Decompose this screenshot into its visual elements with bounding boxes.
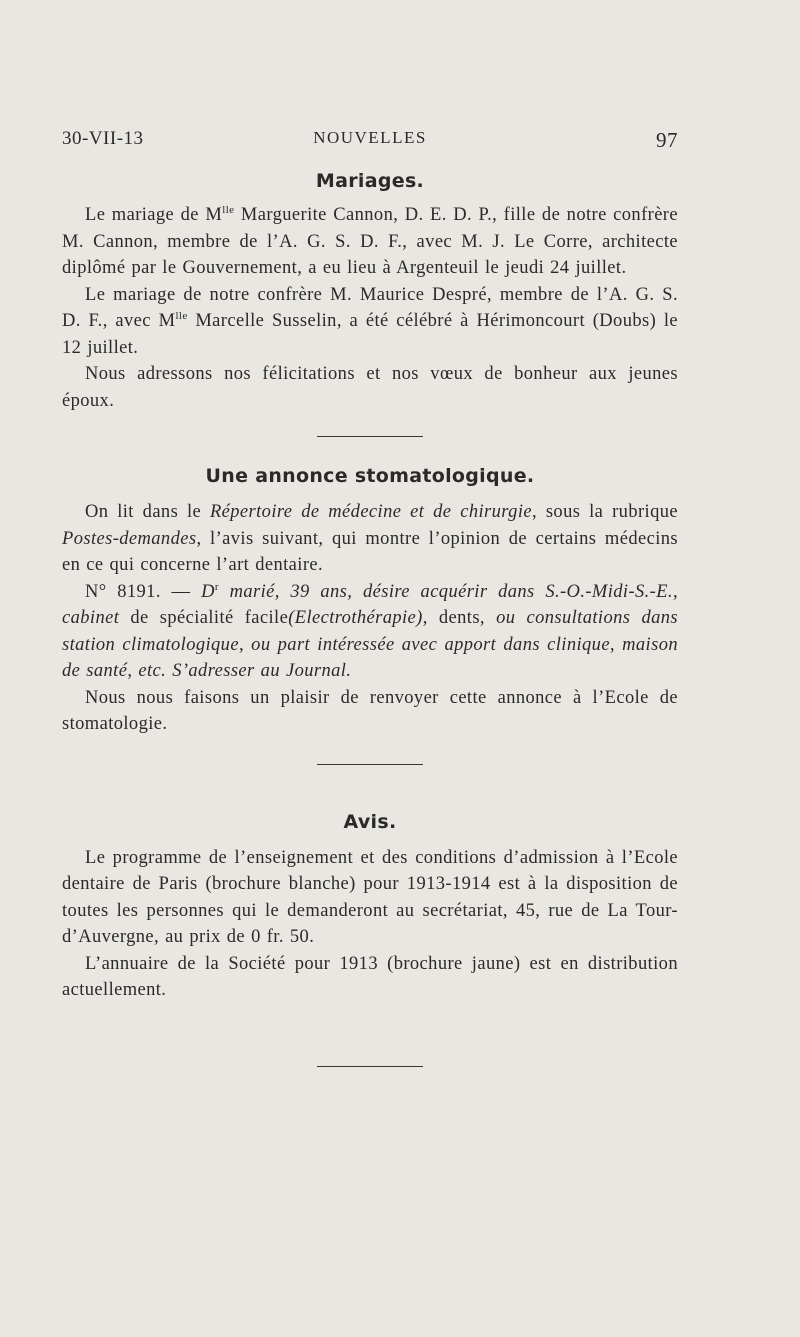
paragraph-mariage-despre: Le mariage de notre confrère M. Maurice Despré, membre de l’A. G. S. D. F., avec $M^{lle}$ Marcelle Susselin, a été célébré à Hérimoncourt (Doubs) le 12 juillet.: [62, 284, 678, 358]
section-divider: [317, 764, 423, 765]
paragraph-annonce-quote: N° 8191. — $D^r$ marié, 39 ans, désire acquérir dans S.-O.-Midi-S.-E., cabinet de spécialité facile(Electrothérapie), dents, ou consultations dans station climatologique, ou part intéressée avec apport dans clinique, maison de santé, etc. S’adresser au Journal.: [62, 580, 678, 681]
section-title-annonce: Une annonce stomatologique.: [205, 465, 535, 487]
paragraph-felicitations: Nous adressons nos félicitations et nos vœux de bonheur aux jeunes époux.: [62, 364, 678, 411]
section-title-avis: Avis.: [343, 810, 397, 833]
section-divider: [317, 1066, 423, 1067]
header-date: 30-VII-13: [62, 128, 144, 149]
paragraph-annonce-intro: On lit dans le Répertoire de médecine et de chirurgie, sous la rubrique Postes-demandes, l’avis suivant, qui montre l’opinion de certains médecins en ce qui concerne l’art dentaire.: [62, 502, 678, 575]
running-head: [62, 122, 678, 152]
section-title-mariages: Mariages.: [315, 170, 425, 192]
page-number: 97: [656, 128, 678, 152]
paragraph-avis-programme: Le programme de l’enseignement et des conditions d’admission à l’Ecole dentaire de Paris (brochure blanche) pour 1913-1914 est à la disposition de toutes les personnes qui le demanderont au secrétariat, 45, rue de La Tour-d’Auvergne, au prix de 0 fr. 50.: [62, 847, 678, 947]
paragraph-avis-annuaire: L’annuaire de la Société pour 1913 (brochure jaune) est en distribution actuellement.: [62, 953, 678, 1000]
section-divider: [317, 436, 423, 437]
paragraph-mariage-cannon: Le mariage de $M^{lle}$ Marguerite Cannon, D. E. D. P., fille de notre confrère M. Cannon, membre de l’A. G. S. D. F., avec M. J. Le Corre, architecte diplômé par le Gouvernement, a eu lieu à Argenteuil le jeudi 24 juillet.: [62, 204, 678, 278]
header-section: NOUVELLES: [313, 128, 427, 147]
page: [62, 122, 678, 1067]
paragraph-annonce-renvoi: Nous nous faisons un plaisir de renvoyer cette annonce à l’Ecole de stomatologie.: [62, 687, 678, 734]
